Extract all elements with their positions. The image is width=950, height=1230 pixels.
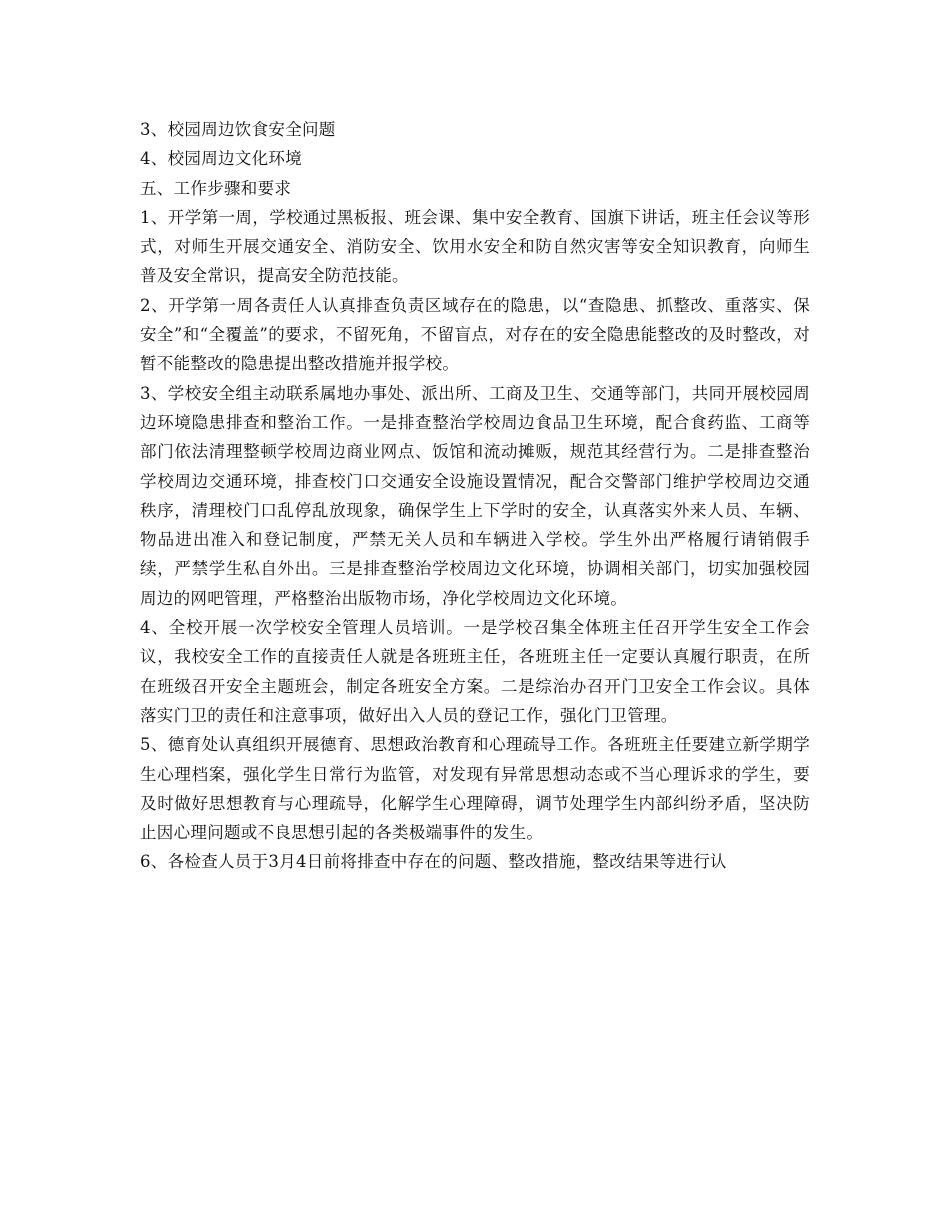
list-item-food-safety: 3、校园周边饮食安全问题 (140, 120, 336, 139)
paragraph-step-1: 1、开学第一周，学校通过黑板报、班会课、集中安全教育、国旗下讲话，班主任会议等形式，对师生开展交通安全、消防安全、饮用水安全和防自然灾害等安全知识教育，向师生普及安全常识，提高安全防范技能。 (140, 207, 810, 286)
paragraph-step-5: 5、德育处认真组织开展德育、思想政治教育和心理疏导工作。各班班主任要建立新学期学生心理档案，强化学生日常行为监管，对发现有异常思想动态或不当心理诉求的学生，要及时做好思想教育与心理疏导，化解学生心理障碍，调节处理学生内部纠纷矛盾，坚决防止因心理问题或不良思想引起的各类极端事件的发生。 (140, 735, 810, 843)
list-item-culture-environment: 4、校园周边文化环境 (140, 149, 302, 169)
paragraph-step-6: 6、各检查人员于3月4日前将排查中存在的问题、整改措施，整改结果等进行认 (140, 852, 727, 872)
paragraph-step-4: 4、全校开展一次学校安全管理人员培训。一是学校召集全体班主任召开学生安全工作会议，我校安全工作的直接责任人就是各班班主任，各班班主任一定要认真履行职责，在所在班级召开安全主题班会，制定各班安全方案。二是综治办召开门卫安全工作会议。具体落实门卫的责任和注意事项，做好出入人员的登记工作，强化门卫管理。 (140, 618, 810, 725)
document-page (140, 115, 810, 877)
section-heading-steps: 五、工作步骤和要求 (140, 178, 292, 198)
paragraph-step-2: 2、开学第一周各责任人认真排查负责区域存在的隐患，以“查隐患、抓整改、重落实、保安全”和“全覆盖”的要求，不留死角，不留盲点，对存在的安全隐患能整改的及时整改，对暂不能整改的隐患提出整改措施并报学校。 (140, 295, 810, 374)
paragraph-step-3: 3、学校安全组主动联系属地办事处、派出所、工商及卫生、交通等部门，共同开展校园周边环境隐患排查和整治工作。一是排查整治学校周边食品卫生环境，配合食药监、工商等部门依法清理整顿学校周边商业网点、饭馆和流动摊贩，规范其经营行为。二是排查整治学校周边交通环境，排查校门口交通安全设施设置情况，配合交警部门维护学校周边交通秩序，清理校门口乱停乱放现象，确保学生上下学时的安全，认真落实外来人员、车辆、物品进出准入和登记制度，严禁无关人员和车辆进入学校。学生外出严格履行请销假手续，严禁学生私自外出。三是排查整治学校周边文化环境，协调相关部门，切实加强校园周边的网吧管理，严格整治出版物市场，净化学校周边文化环境。 (140, 383, 810, 608)
